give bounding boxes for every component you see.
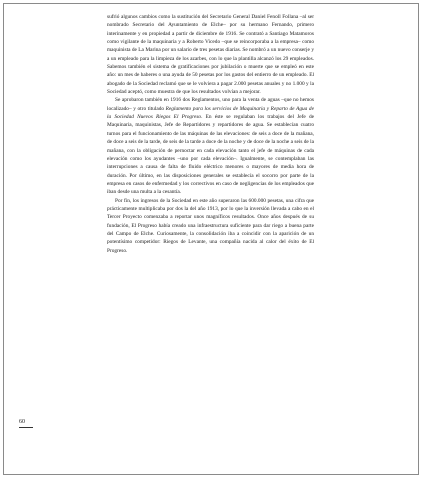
paragraph-2-text-b: . En éste se regulaban los trabajos del Jefe de Maquinaria, maquinistas, Jefe de Repartidores y repartidores de agua. Se establecían cuatro turnos para el funcionamiento de las máquinas de las elevaciones: de seis a doce de la mañana, de doce a seis de la tarde, de seis de la tarde a doce de la noche y de doce de la noche a seis de la mañana, con la obligación de pernoctar en cada elevación tanto el jefe de máquinas de cada elevación como los ayudantes –uno por cada elevación–. Igualmente, se contemplaban las interrupciones a causa de falta de fluido eléctrico menores o mayores de media hora de duración. Por último, en las disposiciones generales se establecía el socorro por parte de la empresa en casos de enfermedad y los correctivos en caso de negligencias de los empleados que iban desde una multa a la cesantía. xyxy=(107,114,314,196)
page-number: 60 xyxy=(19,419,25,425)
page-number-underline xyxy=(19,427,33,428)
regulation-title: Reglamento para los servicios de Maquinaria y Reparto de Agua de la Sociedad Nuevos Riegos El Progreso xyxy=(107,105,314,121)
body-text xyxy=(107,13,314,255)
paragraph-3 xyxy=(107,197,314,255)
paragraph-1 xyxy=(107,13,314,96)
paragraph-3-text: Por fin, los ingresos de la Sociedad en este año superaron las 600.000 pesetas, una cifra que prácticamente multiplicaba por dos la del año 1913, por lo que la inversión llevada a cabo en el Tercer Proyecto comenzaba a reportar unos magníficos resultados. Once años después de su fundación, El Progreso había creado una infraestructura suficiente para dar riego a buena parte del Campo de Elche. Curiosamente, la consolidación iba a coincidir con la aparición de un potentísimo competidor: Riegos de Levante, una compañía nacida al calor del éxito de El Progreso. xyxy=(107,197,314,254)
paragraph-2-text-a: Se aprobaron también en 1916 dos Reglamentos, uno para la venta de aguas –que no hemos localizado– y otro titulado xyxy=(107,97,314,112)
paragraph-1-text: sufrió algunos cambios como la sustitución del Secretario General Daniel Fenoll Follana –al ser nombrado Secretario del Ayuntamiento de Elche– por su hermano Fernando, primero interinamente y en propiedad a partir de diciembre de 1916. Se contrató a Santiago Matamoros como vigilante de la maquinaria y a Roberto Vicedo –que se reincorporaba a la empresa– como maquinista de La Marina por un salario de tres pesetas diarias. Se nombró a un nuevo conserje y a un empleado para la limpieza de los azarbes, con lo que la plantilla alcanzó los 29 empleados. Sabemos también el sistema de gratificaciones por jubilación o muerte que se empleó en este año: un mes de haberes o una ayuda de 50 pesetas por los gastos del entierro de un empleado. El abogado de la Sociedad reclamó que se le volviera a pagar 2.000 pesetas anuales y no 1.000 y la Sociedad aceptó, como muestra de que los resultados volvían a mejorar. xyxy=(107,14,314,96)
paragraph-2 xyxy=(107,96,314,196)
